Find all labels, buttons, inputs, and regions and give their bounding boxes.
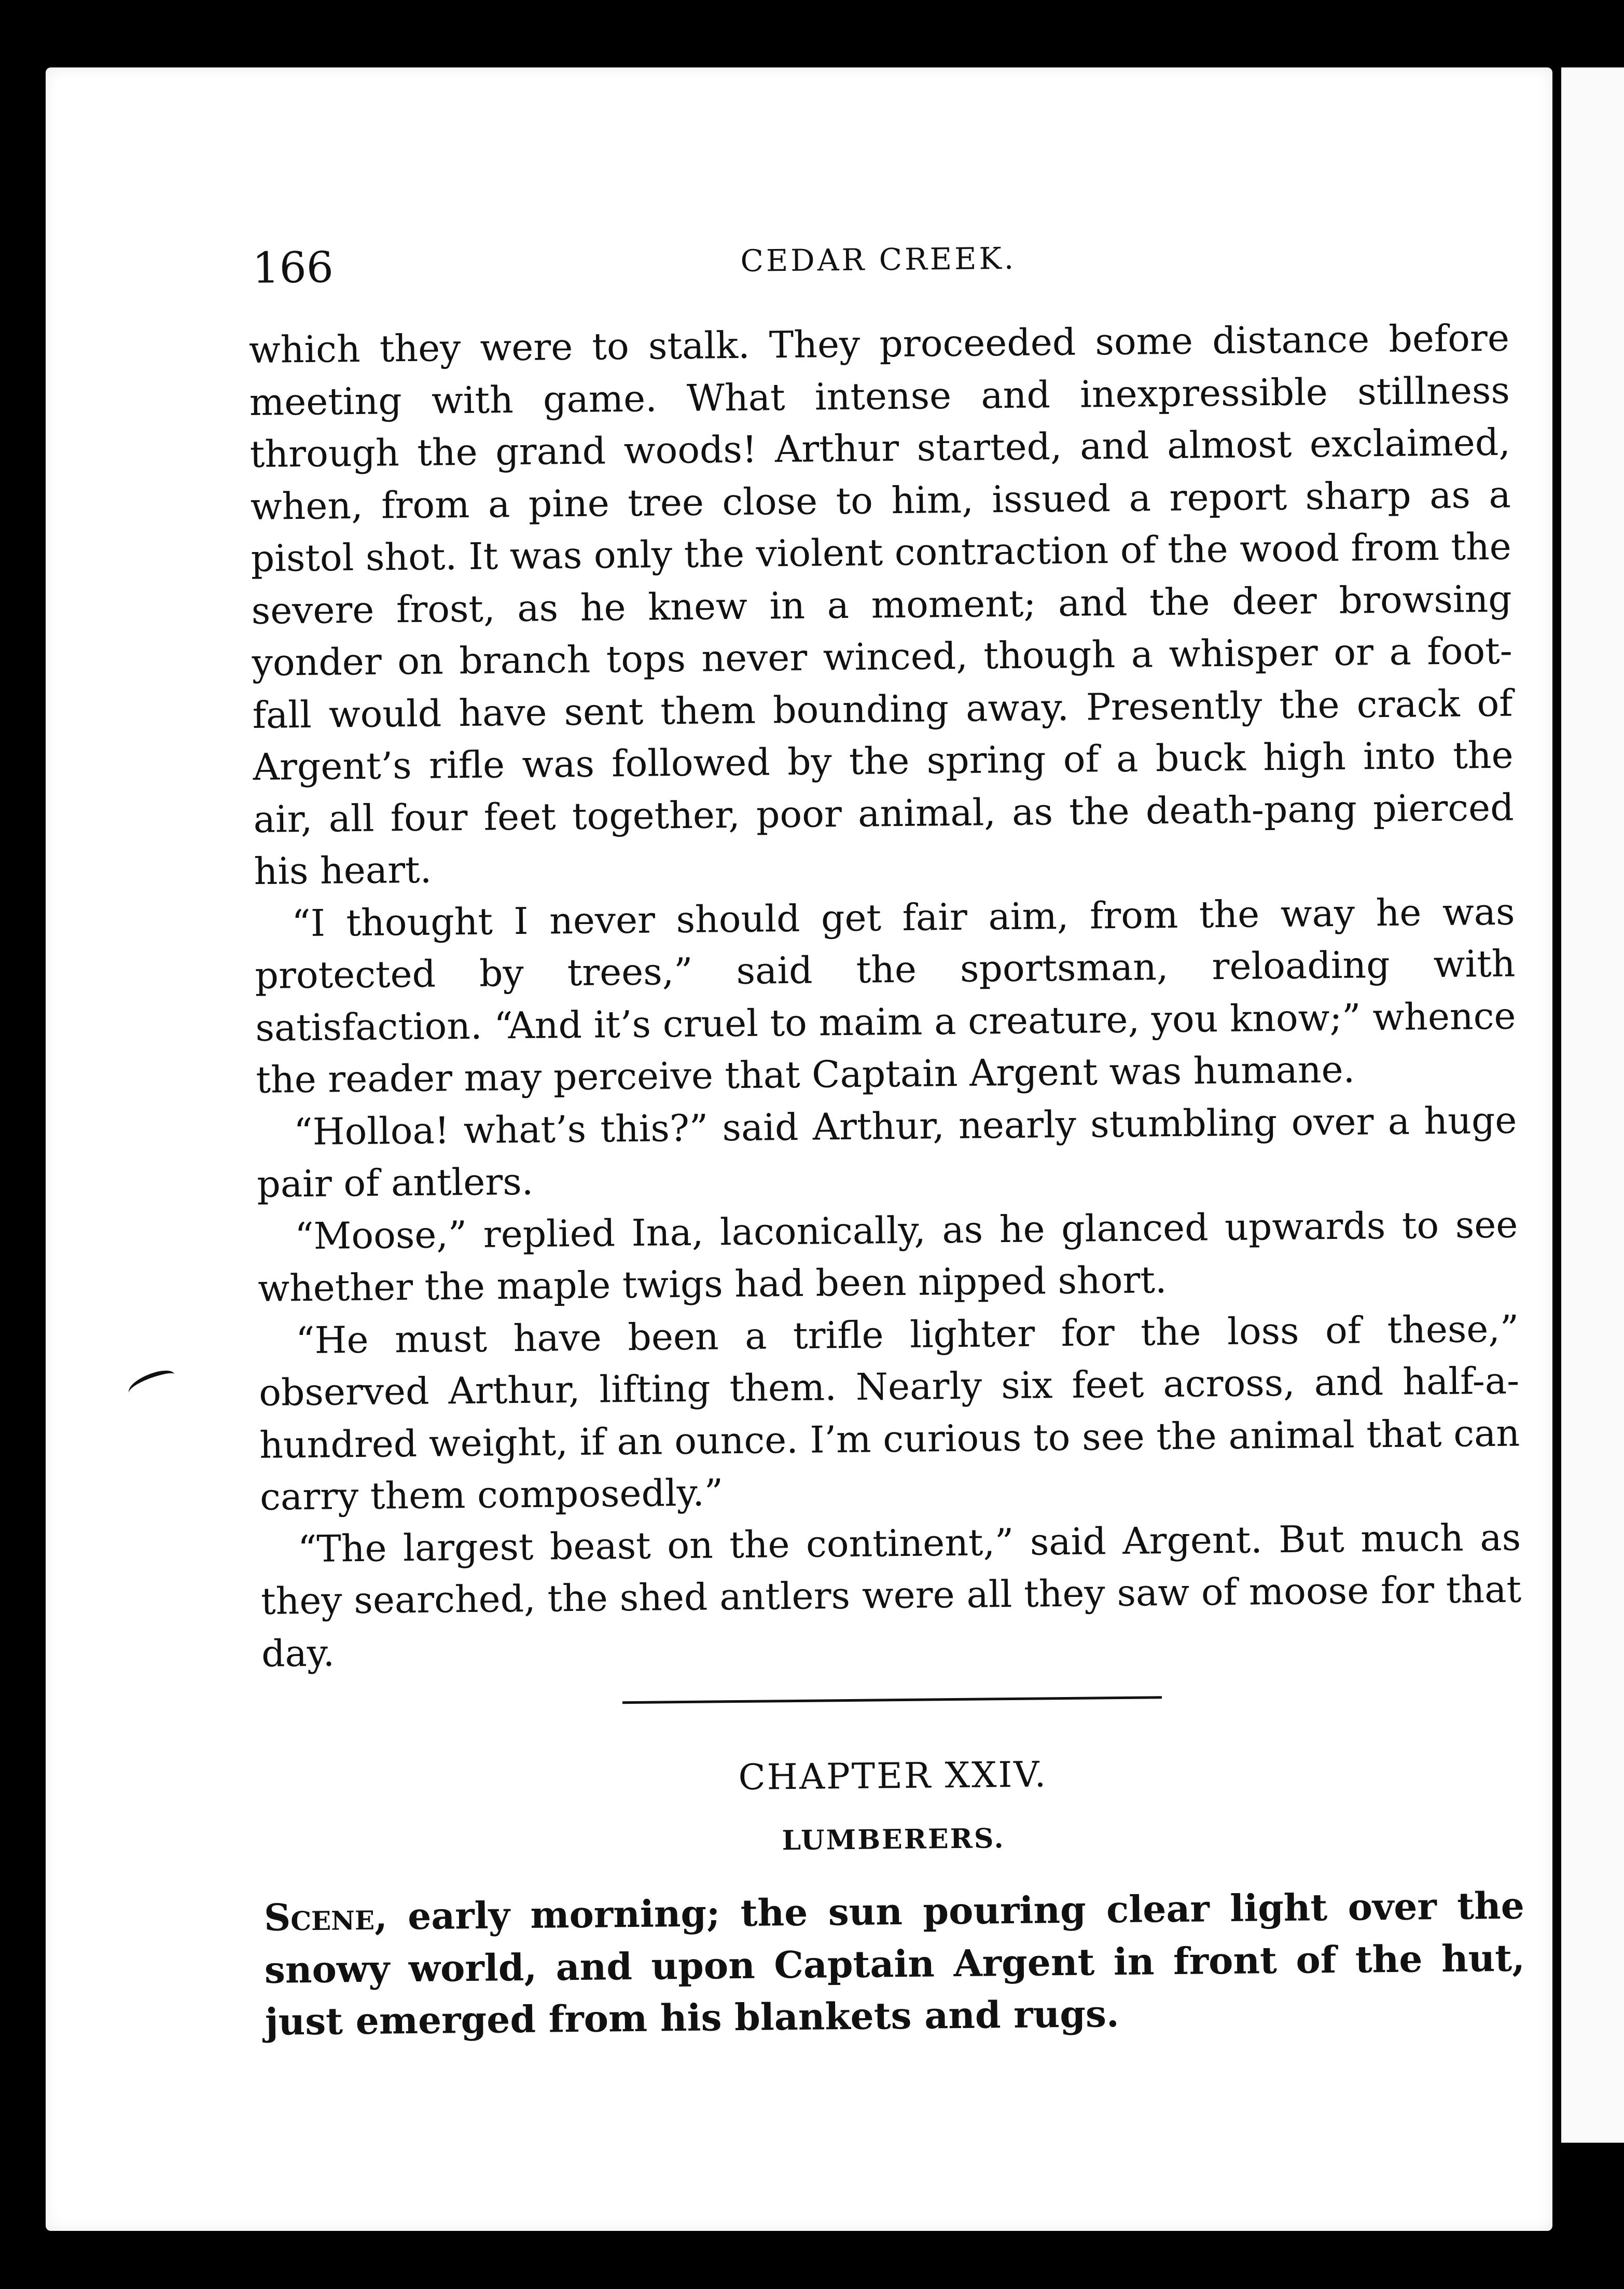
- paragraph: “I thought I never should get fair aim, from the way he was protected by trees,” said the sportsman, reloading with satisfaction. “And it’s cruel to maim a creature, you know;” whence the reader may perceive that Captain Argent was humane.: [255, 890, 1516, 1101]
- paragraph: “He must have been a trifle lighter for the loss of these,” observed Arthur, lifting them. Nearly six feet across, and half-a-hundred weight, if an ounce. I’m curious to see the animal that can carry them composedly.”: [258, 1307, 1520, 1519]
- paragraph: “Moose,” replied Ina, laconically, as he glanced upwards to see whether the maple twigs had been nipped short.: [257, 1203, 1518, 1310]
- chapter-opening-text: early morning; the sun pouring clear light over the snowy world, and upon Captain Argent in front of the hut, just emerged from his blankets and rugs.: [264, 1883, 1525, 2044]
- paragraph: “The largest beast on the continent,” said Argent. But much as they searched, the shed antlers were all they saw of moose for that day.: [260, 1515, 1522, 1675]
- running-title: CEDAR CREEK.: [740, 240, 1017, 279]
- paragraph: “Holloa! what’s this?” said Arthur, nearly stumbling over a huge pair of antlers.: [257, 1098, 1517, 1206]
- body-text: [248, 312, 1522, 1680]
- page-number: 166: [252, 243, 334, 293]
- running-head: [248, 232, 1509, 301]
- paragraph: which they were to stalk. They proceeded some distance before meeting with game. What intense and inexpressible stillness through the grand woods! Arthur started, and almost exclaimed, when, from a pine tree close to him, issued a report sharp as a pistol shot. It was only the violent contraction of the wood from the severe frost, as he knew in a moment; and the deer browsing yonder on branch tops never winced, though a whisper or a foot-fall would have sent them bounding away. Presently the crack of Argent’s rifle was followed by the spring of a buck high into the air, all four feet together, poor animal, as the death-pang pierced his heart.: [248, 316, 1514, 893]
- scene-word: Scene,: [263, 1894, 388, 1939]
- section-divider: [622, 1696, 1162, 1704]
- chapter-title: CHAPTER XXIV.: [738, 1754, 1048, 1799]
- chapter-opening: [263, 1880, 1525, 2048]
- chapter-subtitle: LUMBERERS.: [782, 1823, 1005, 1857]
- page-content: [248, 232, 1525, 2048]
- facing-page-edge: [1561, 67, 1624, 2143]
- chapter-opening-paragraph: [263, 1880, 1525, 2048]
